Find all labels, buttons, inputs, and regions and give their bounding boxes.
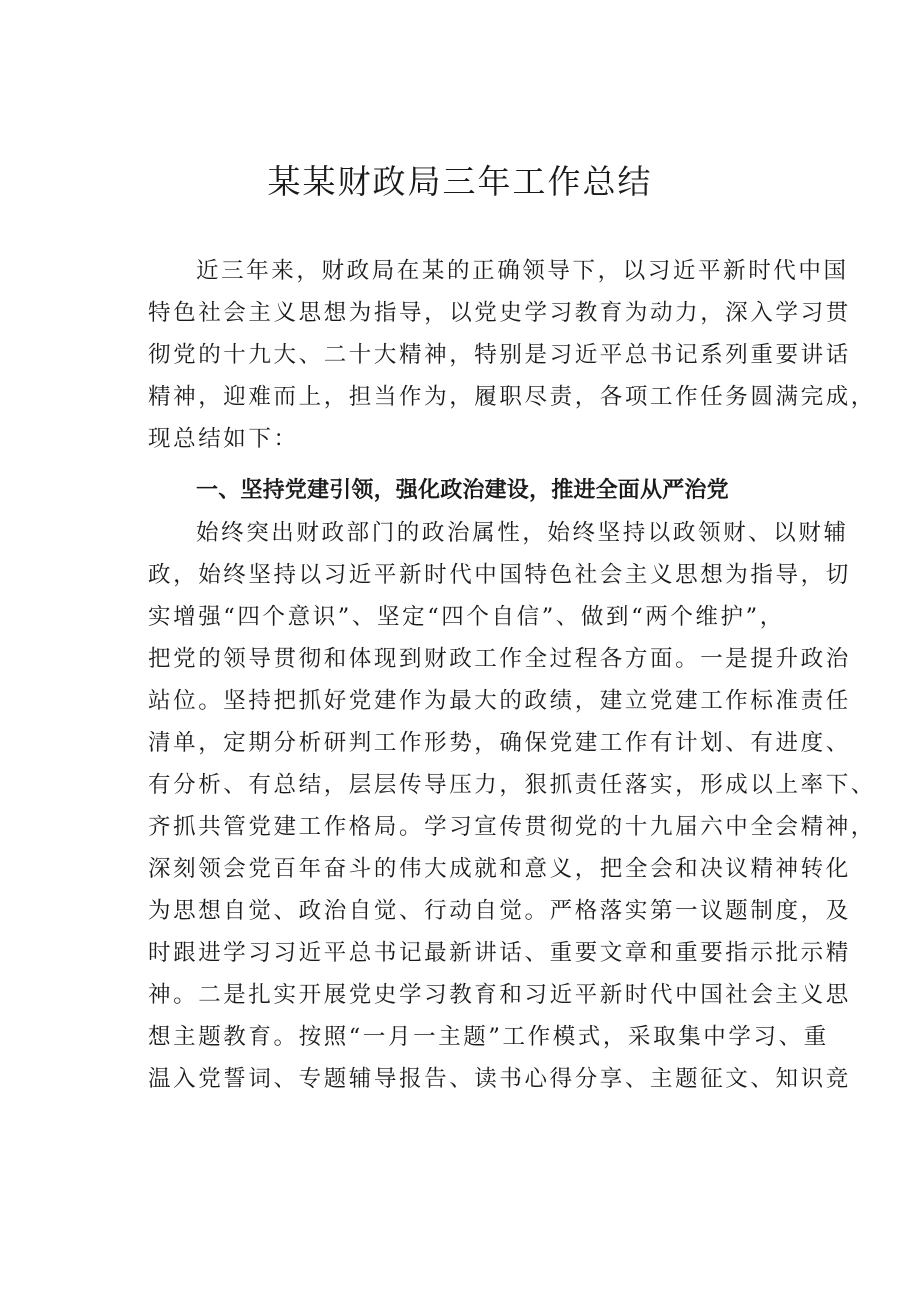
body-line: 时跟进学习习近平总书记最新讲话、重要文章和重要指示批示精 (148, 940, 851, 966)
intro-line: 特色社会主义思想为指导，以党史学习教育为动力，深入学习贯 (148, 300, 851, 326)
intro-line: 彻党的十九大、二十大精神，特别是习近平总书记系列重要讲话 (148, 342, 851, 368)
body-line: 把党的领导贯彻和体现到财政工作全过程各方面。一是提升政治 (148, 646, 851, 672)
body-line: 想主题教育。按照“一月一主题”工作模式，采取集中学习、重 (148, 1024, 829, 1050)
body-line: 站位。坚持把抓好党建作为最大的政绩，建立党建工作标准责任 (148, 688, 851, 714)
body-line: 政，始终坚持以习近平新时代中国特色社会主义思想为指导，切 (148, 562, 851, 588)
intro-line: 精神，迎难而上，担当作为，履职尽责，各项工作任务圆满完成， (148, 384, 876, 410)
body-line: 为思想自觉、政治自觉、行动自觉。严格落实第一议题制度，及 (148, 898, 851, 924)
body-line: 神。二是扎实开展党史学习教育和习近平新时代中国社会主义思 (148, 982, 851, 1008)
document-title: 某某财政局三年工作总结 (267, 162, 653, 201)
intro-line: 近三年来，财政局在某的正确领导下，以习近平新时代中国 (196, 258, 849, 284)
body-line: 深刻领会党百年奋斗的伟大成就和意义，把全会和决议精神转化 (148, 856, 851, 882)
body-line: 实增强“四个意识”、坚定“四个自信”、做到“两个维护”， (148, 604, 785, 630)
body-line: 温入党誓词、专题辅导报告、读书心得分享、主题征文、知识竞 (148, 1066, 851, 1092)
intro-line: 现总结如下： (148, 426, 299, 452)
body-line: 始终突出财政部门的政治属性，始终坚持以政领财、以财辅 (196, 520, 849, 546)
body-line: 齐抓共管党建工作格局。学习宣传贯彻党的十九届六中全会精神， (148, 814, 876, 840)
body-line: 有分析、有总结，层层传导压力，狠抓责任落实，形成以上率下、 (148, 772, 876, 798)
body-line: 清单，定期分析研判工作形势，确保党建工作有计划、有进度、 (148, 730, 851, 756)
section-heading: 一、坚持党建引领，强化政治建设，推进全面从严治党 (196, 478, 729, 503)
